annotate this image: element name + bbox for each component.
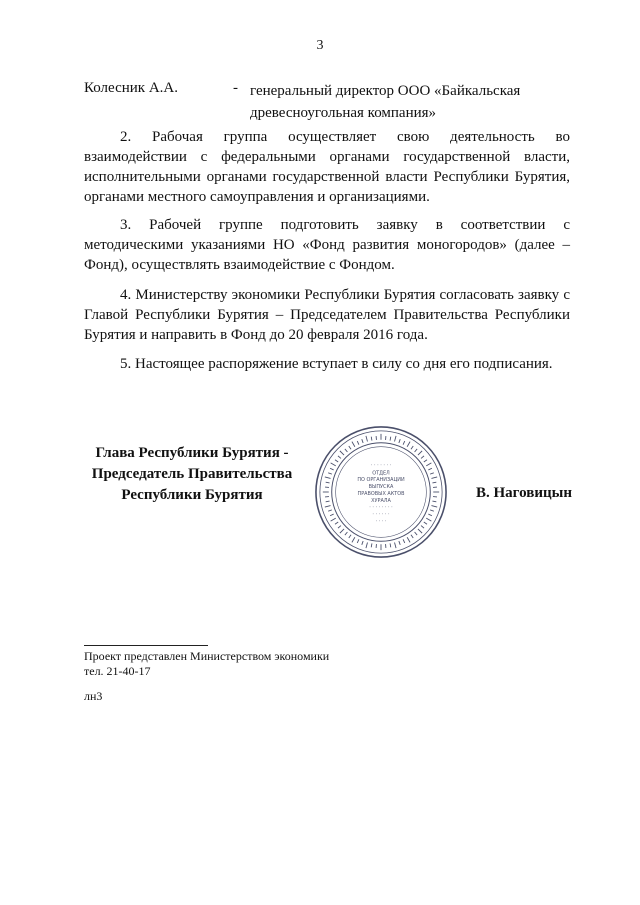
seal-ring-tick xyxy=(424,460,427,462)
seal-ring-tick xyxy=(421,526,424,529)
seal-ring-tick xyxy=(362,541,363,545)
seal-ring-tick xyxy=(403,539,405,543)
signer-name: В. Наговицын xyxy=(476,485,572,501)
seal-ring-tick xyxy=(431,506,437,508)
seal-ring-tick xyxy=(411,446,413,449)
seal-ring-tick xyxy=(390,437,391,441)
seal-ring-tick xyxy=(352,537,355,542)
seal-ring-tick xyxy=(426,463,431,466)
document-code: лн3 xyxy=(84,689,103,703)
seal-ring-tick xyxy=(352,442,355,447)
seal-ring-tick xyxy=(325,477,331,479)
seal-ring-tick xyxy=(326,501,330,502)
signatory-title-line: Глава Республики Бурятия - xyxy=(95,445,289,461)
seal-ring-tick xyxy=(426,518,431,521)
svg-text:· · · · · · · ·: · · · · · · · · xyxy=(369,504,393,511)
seal-ring-tick xyxy=(331,463,336,466)
seal-ring-tick xyxy=(428,514,432,516)
seal-ring-tick xyxy=(366,436,368,442)
seal-ring-tick xyxy=(415,449,418,452)
seal-ring-tick xyxy=(371,543,372,547)
seal-ring-tick xyxy=(399,541,400,545)
seal-ring-tick xyxy=(340,451,344,455)
seal-ring-tick xyxy=(371,437,372,441)
seal-ring-tick xyxy=(362,439,363,443)
footnote-divider xyxy=(84,645,208,646)
seal-ring-tick xyxy=(432,501,436,502)
seal-ring-tick xyxy=(418,529,422,533)
seal-ring-tick xyxy=(340,529,344,533)
seal-ring-tick xyxy=(424,522,427,524)
seal-ring-tick xyxy=(330,514,334,516)
seal-ring-tick xyxy=(430,473,434,474)
signatory-title xyxy=(84,443,300,506)
svg-text:· · · · · · ·: · · · · · · · xyxy=(370,462,392,469)
svg-text:ПРАВОВЫХ АКТОВ: ПРАВОВЫХ АКТОВ xyxy=(357,490,405,497)
seal-ring-tick xyxy=(395,436,397,442)
seal-ring-tick xyxy=(428,468,432,470)
svg-text:ОТДЕЛ: ОТДЕЛ xyxy=(372,470,390,477)
seal-ring-tick xyxy=(421,456,424,459)
seal-ring-tick xyxy=(411,535,413,538)
seal-ring-tick xyxy=(403,441,405,445)
seal-ring-tick xyxy=(357,539,359,543)
svg-text:· · · ·: · · · · xyxy=(375,518,387,525)
page-number: 3 xyxy=(316,38,324,53)
seal-ring-tick xyxy=(335,460,338,462)
seal-ring-tick xyxy=(432,482,436,483)
seal-ring-tick xyxy=(349,446,351,449)
paragraph-5: 5. Настоящее распоряжение вступает в силу со дня его подписания. xyxy=(120,356,553,372)
seal-ring-tick xyxy=(331,518,336,521)
signatory-title-line: Республики Бурятия xyxy=(121,487,263,503)
seal-ring-tick xyxy=(418,451,422,455)
seal-ring-tick xyxy=(338,526,341,529)
seal-ring-tick xyxy=(335,522,338,524)
seal-ring-tick xyxy=(330,468,334,470)
footnote-phone: тел. 21-40-17 xyxy=(84,664,151,678)
seal-ring-tick xyxy=(399,439,400,443)
seal-ring-tick xyxy=(349,535,351,538)
seal-ring-tick xyxy=(345,532,348,535)
seal-ring-tick xyxy=(390,543,391,547)
seal-ring-tick xyxy=(407,442,410,447)
seal-ring-tick xyxy=(338,456,341,459)
seal-ring-tick xyxy=(431,477,437,479)
member-role: генеральный директор ООО «Байкальская древесноугольная компания» xyxy=(250,83,521,121)
seal-ring-tick xyxy=(395,542,397,548)
paragraph-2: 2. Рабочая группа осуществляет свою деятельность во взаимодействии с федеральными органами государственной власти, исполнительными органами государственной власти Республики Бурятия, органами местного самоуправления и организациями. xyxy=(84,129,570,205)
seal-ring-tick xyxy=(366,542,368,548)
seal-ring-tick xyxy=(326,482,330,483)
official-seal-stamp xyxy=(312,423,450,561)
seal-ring-tick xyxy=(430,510,434,511)
seal-ring-tick xyxy=(328,473,332,474)
svg-text:ВЫПУСКА: ВЫПУСКА xyxy=(368,484,394,491)
seal-ring-tick xyxy=(415,532,418,535)
member-dash: - xyxy=(233,80,238,96)
seal-ring-tick xyxy=(325,506,331,508)
paragraph-4: 4. Министерству экономики Республики Бурятия согласовать заявку с Главой Республики Бурятия – Председателем Правительства Республики Бурятия и направить в Фонд до 20 февраля 2016 года. xyxy=(84,287,570,343)
svg-text:ХУРАЛА: ХУРАЛА xyxy=(371,497,391,504)
seal-ring-tick xyxy=(357,441,359,445)
svg-text:ПО ОРГАНИЗАЦИИ: ПО ОРГАНИЗАЦИИ xyxy=(357,477,405,484)
seal-ring-tick xyxy=(328,510,332,511)
footnote-author: Проект представлен Министерством экономики xyxy=(84,649,330,663)
signatory-title-line: Председатель Правительства xyxy=(91,466,293,482)
member-name: Колесник А.А. xyxy=(84,80,178,96)
seal-ring-tick xyxy=(345,449,348,452)
seal-ring-tick xyxy=(407,537,410,542)
svg-text:· · · · · ·: · · · · · · xyxy=(372,511,390,518)
paragraph-3: 3. Рабочей группе подготовить заявку в соответствии с методическими указаниями НО «Фонд развития моногородов» (далее – Фонд), осуществлять взаимодействие с Фондом. xyxy=(84,217,570,273)
